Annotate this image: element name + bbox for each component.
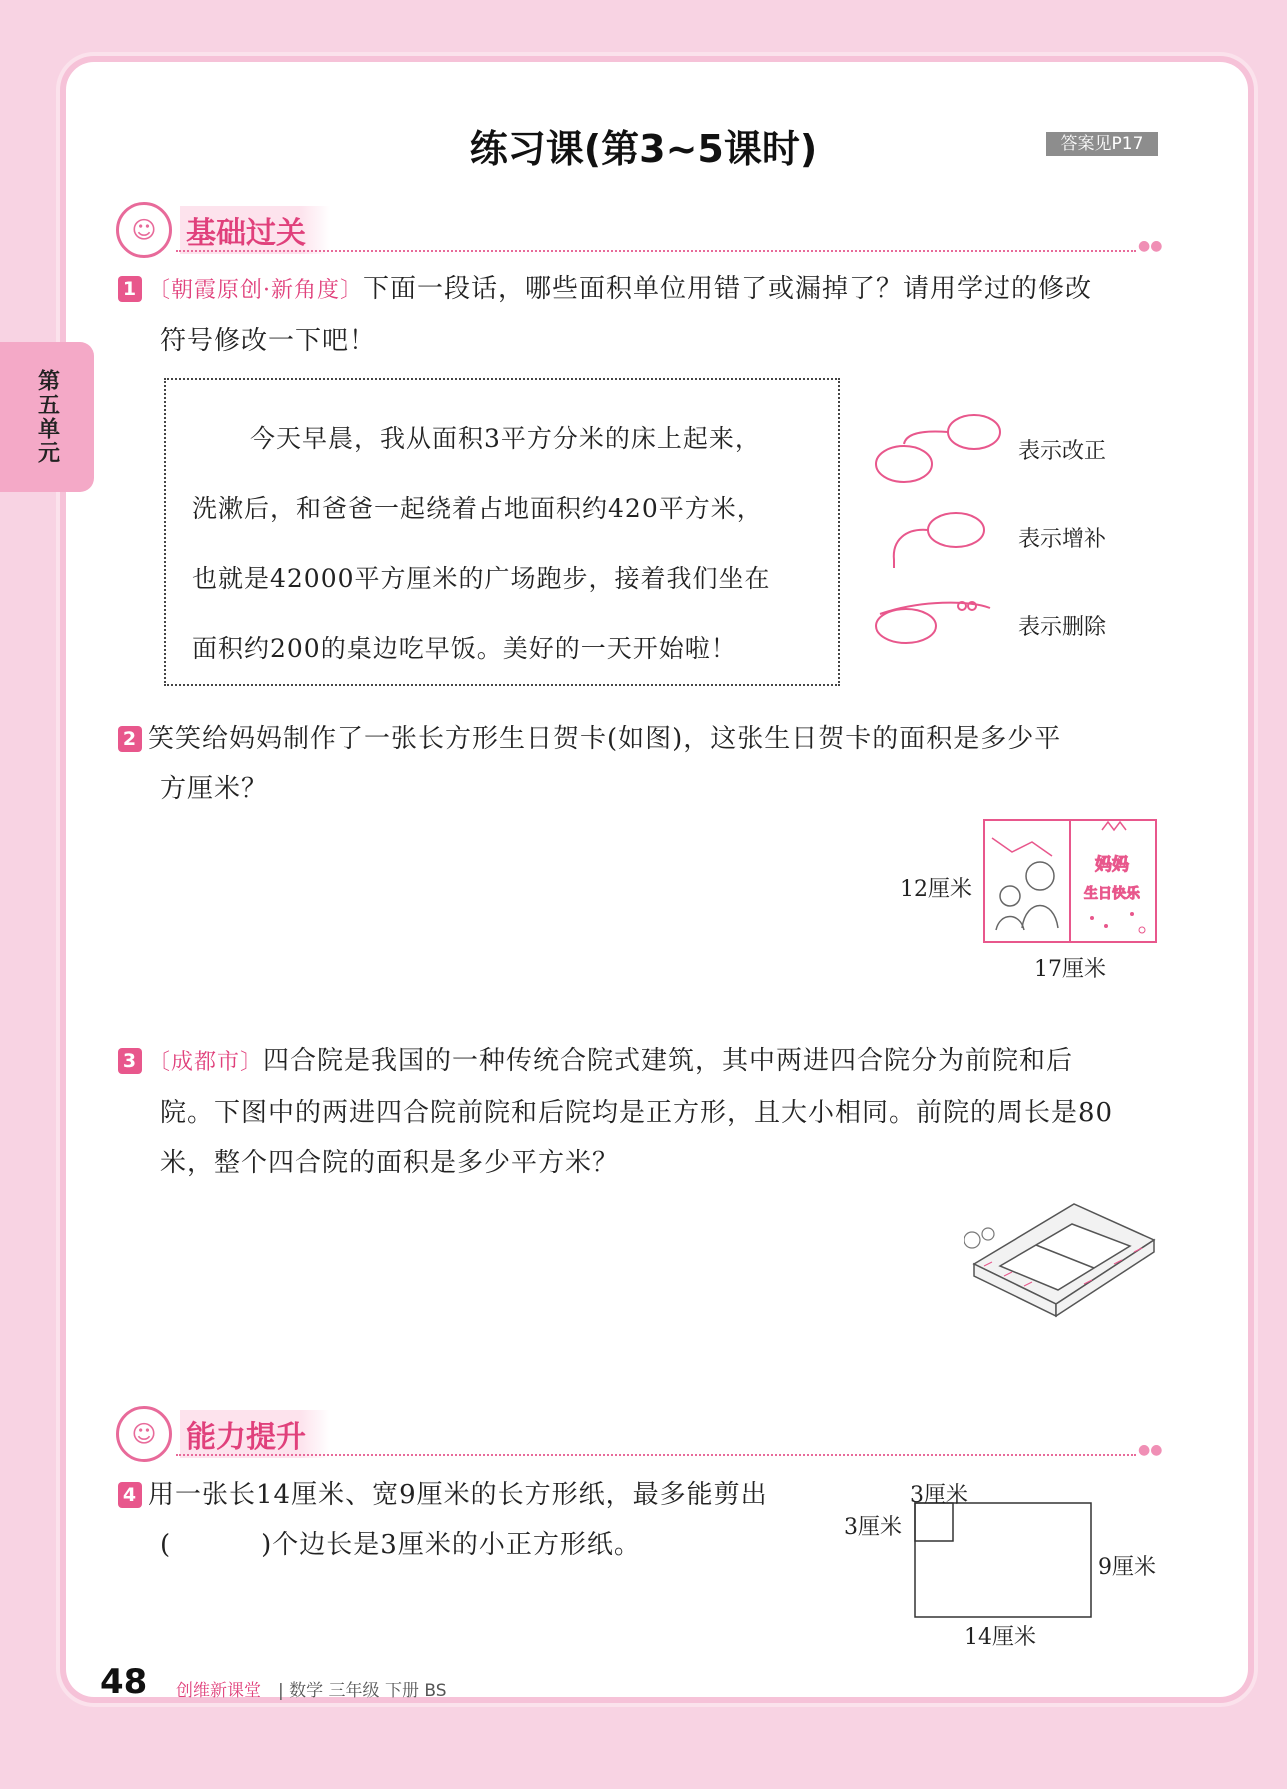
section-divider bbox=[176, 250, 1136, 252]
question-number: 1 bbox=[118, 276, 142, 302]
question-number: 3 bbox=[118, 1048, 142, 1074]
page-number: 48 bbox=[100, 1662, 148, 1702]
footer-book-info: | 数学 三年级 下册 BS bbox=[278, 1681, 447, 1701]
passage-line: 也就是42000平方厘米的广场跑步，接着我们坐在 bbox=[192, 564, 771, 593]
passage-line: 洗漱后，和爸爸一起绕着占地面积约420平方米， bbox=[192, 494, 763, 523]
passage-line: 今天早晨，我从面积3平方分米的床上起来， bbox=[250, 424, 761, 453]
section-divider bbox=[176, 1454, 1136, 1456]
avatar-boy-icon: ☺ bbox=[116, 1406, 172, 1462]
unit-side-tab bbox=[0, 342, 94, 492]
figure-top-label: 3厘米 bbox=[910, 1483, 968, 1508]
question-3-line1: 四合院是我国的一种传统合院式建筑，其中两进四合院分为前院和后 bbox=[263, 1046, 1074, 1076]
question-1-line1: 下面一段话，哪些面积单位用错了或漏掉了？请用学过的修改 bbox=[363, 274, 1093, 304]
unit-tab-label: 第五单元 bbox=[34, 369, 60, 465]
card-width-label: 17厘米 bbox=[1034, 957, 1106, 982]
figure-bottom-label: 14厘米 bbox=[964, 1625, 1036, 1650]
question-source-tag: 〔朝霞原创·新角度〕 bbox=[148, 278, 363, 303]
question-number: 4 bbox=[118, 1482, 142, 1508]
footer-brand: 创维新课堂 bbox=[176, 1681, 261, 1701]
question-source-tag: 〔成都市〕 bbox=[148, 1050, 264, 1075]
passage-line: 面积约200的桌边吃早饭。美好的一天开始啦！ bbox=[192, 634, 737, 663]
figure-right-label: 9厘米 bbox=[1098, 1555, 1156, 1580]
dots-decoration: ●● bbox=[1138, 238, 1163, 254]
correction-mark-icon bbox=[876, 415, 1000, 482]
correction-marks-diagram bbox=[860, 404, 1010, 644]
deletion-mark-icon bbox=[876, 602, 990, 643]
question-1-line2: 符号修改一下吧！ bbox=[160, 326, 377, 356]
avatar-girl-icon: ☺ bbox=[116, 202, 172, 258]
card-text-line1: 妈妈 bbox=[1095, 855, 1129, 875]
section-label-basic: 基础过关 bbox=[180, 206, 330, 254]
question-3-line2: 院。下图中的两进四合院前院和后院均是正方形，且大小相同。前院的周长是80 bbox=[160, 1098, 1114, 1128]
siheyuan-courtyard-illustration bbox=[964, 1184, 1164, 1330]
question-2 bbox=[118, 714, 1158, 814]
dots-decoration: ●● bbox=[1138, 1442, 1163, 1458]
question-4-line2: )个边长是3厘米的小正方形纸。 bbox=[261, 1530, 641, 1560]
mark-label-delete: 表示删除 bbox=[1018, 615, 1107, 640]
question-4-line1: 用一张长14厘米、宽9厘米的长方形纸，最多能剪出 bbox=[148, 1480, 768, 1510]
page-title: 练习课(第3~5课时) bbox=[469, 127, 818, 171]
question-1 bbox=[118, 264, 1158, 366]
section-label-advanced: 能力提升 bbox=[180, 1410, 330, 1458]
birthday-card-illustration bbox=[982, 818, 1158, 944]
question-4 bbox=[118, 1470, 838, 1570]
question-2-line1: 笑笑给妈妈制作了一张长方形生日贺卡(如图)，这张生日贺卡的面积是多少平 bbox=[148, 724, 1062, 754]
large-rectangle bbox=[915, 1503, 1091, 1617]
answer-reference-badge: 答案见P17 bbox=[1046, 132, 1158, 156]
insertion-mark-icon bbox=[894, 513, 984, 568]
card-text-line2: 生日快乐 bbox=[1084, 886, 1140, 902]
mark-label-correct: 表示改正 bbox=[1018, 439, 1107, 464]
card-height-label: 12厘米 bbox=[900, 877, 972, 902]
figure-left-label: 3厘米 bbox=[844, 1515, 902, 1540]
rectangle-paper-figure bbox=[912, 1500, 1096, 1622]
question-2-line2: 方厘米？ bbox=[160, 774, 269, 804]
mark-label-insert: 表示增补 bbox=[1018, 527, 1107, 552]
question-number: 2 bbox=[118, 726, 142, 752]
passage-box bbox=[164, 378, 840, 686]
question-3-line3: 米，整个四合院的面积是多少平方米？ bbox=[160, 1148, 620, 1178]
question-3 bbox=[118, 1036, 1158, 1188]
answer-paren-open: ( bbox=[160, 1530, 172, 1560]
